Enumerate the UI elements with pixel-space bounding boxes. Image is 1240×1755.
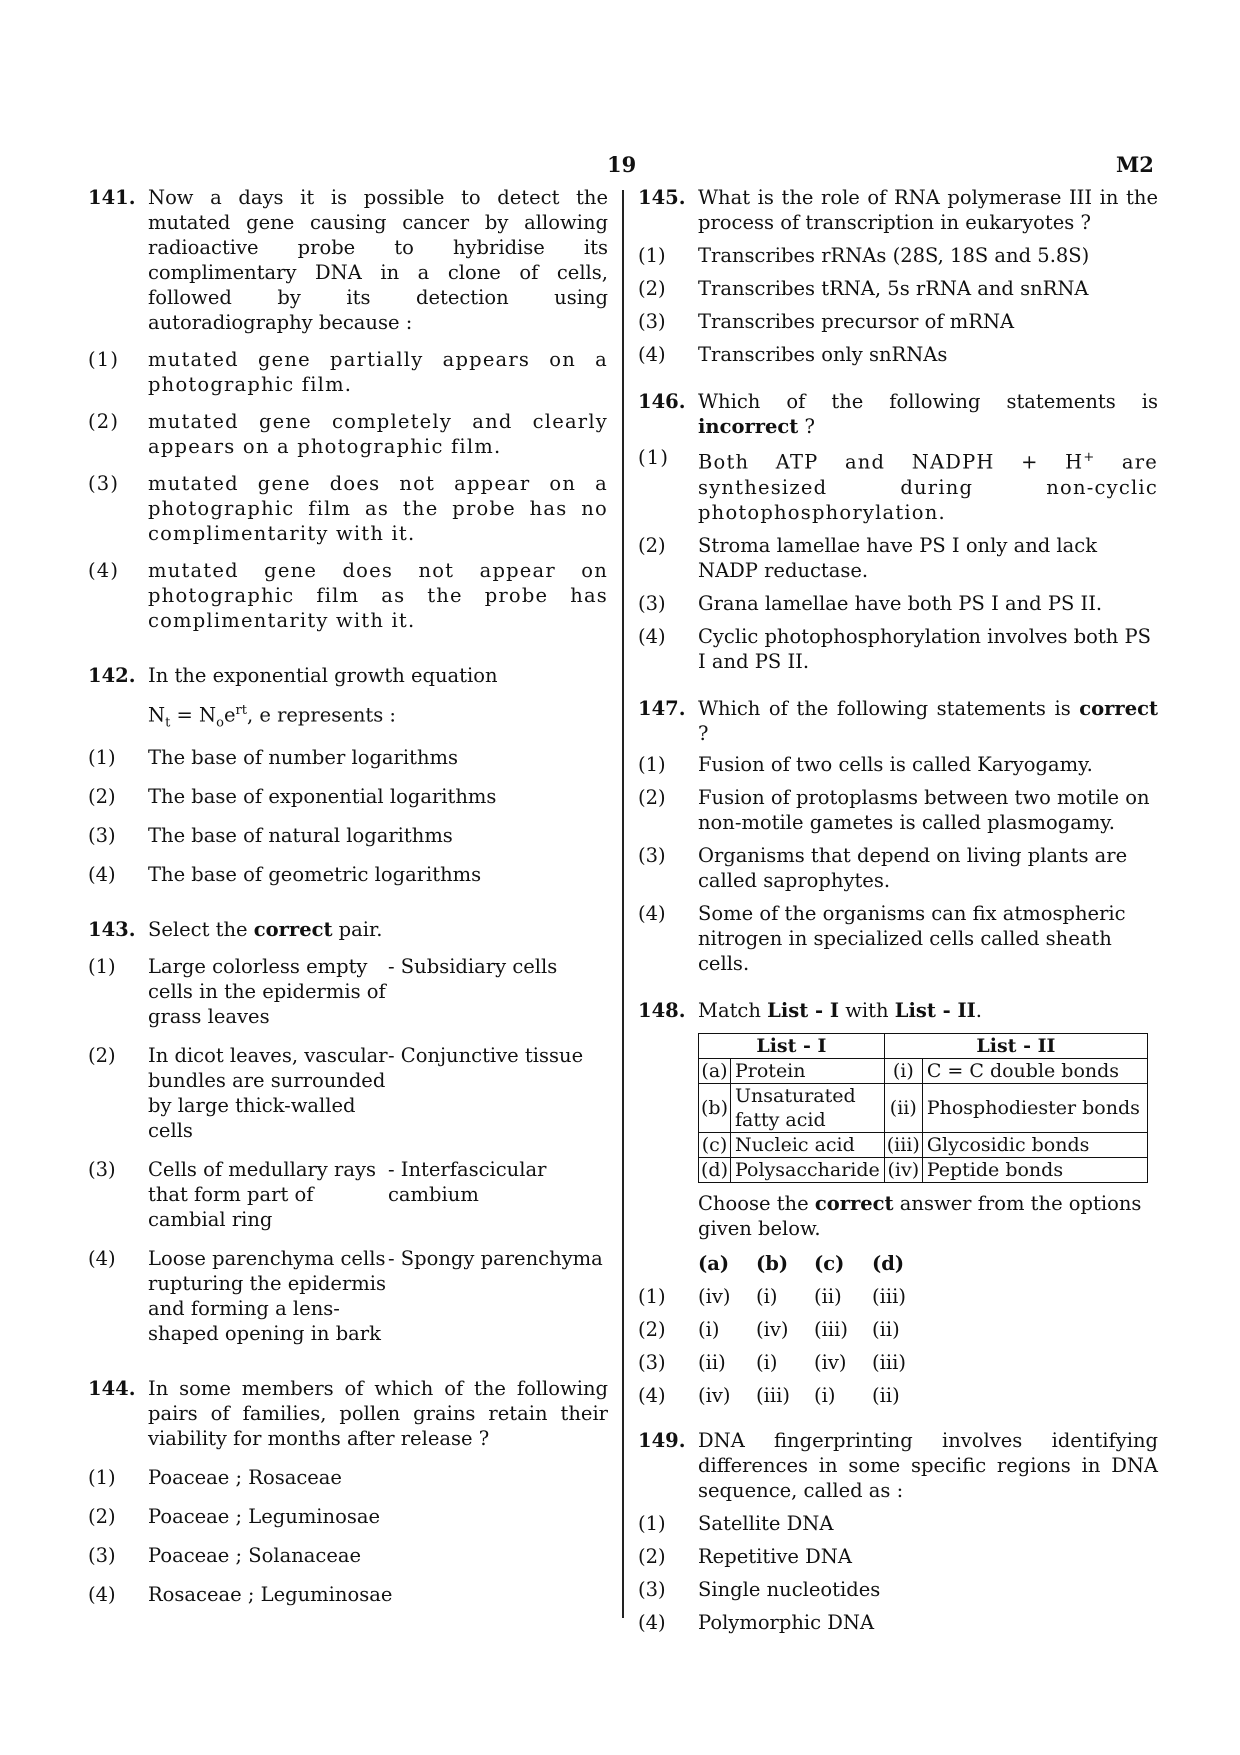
option: (3) Poaceae ; Solanaceae [88, 1544, 362, 1568]
option: (2) Transcribes tRNA, 5s rRNA and snRNA [638, 277, 1089, 300]
question-143 [88, 917, 608, 942]
answer-grid: (a) (b) (c) (d) (1) (iv) (i) (ii) (iii) (2) (i) (iv) (iii) (ii) (3) (ii) (i) (iv) (iii) (4) (iv) (iii) (i) (ii) [638, 1251, 906, 1407]
option: (3) Transcribes precursor of mRNA [638, 310, 1015, 333]
page-number: 19 [607, 152, 637, 177]
question-text: Select the correct pair. [148, 918, 383, 942]
question-number: 142. [88, 664, 136, 687]
question-146 [638, 389, 1158, 439]
option: (4) Cyclic photophosphorylation involves both PS I and PS II. [638, 624, 1151, 673]
question-number: 147. [638, 696, 686, 720]
table-header-row: List - I List - II [699, 1033, 1148, 1058]
option: (2) The base of exponential logarithms [88, 785, 497, 809]
option: (4) Rosaceae ; Leguminosae [88, 1583, 393, 1607]
option: (2) Poaceae ; Leguminosae [88, 1505, 381, 1529]
option: (4) mutated gene does not appear on photographic film as the probe has complimentarity with it. [88, 559, 608, 632]
option: (3) mutated gene does not appear on a photographic film as the probe has no complimentarity with it. [88, 472, 608, 545]
match-table [698, 1033, 1148, 1183]
option: (1) Satellite DNA [638, 1511, 834, 1535]
option: (2) Fusion of protoplasms between two motile on non-motile gametes is called plasmogamy. [638, 785, 1150, 834]
question-148 [638, 998, 1158, 1241]
option: (1) Both ATP and NADPH + H+ are synthesized during non-cyclic photophosphorylation. [638, 446, 1158, 524]
option: (1) Large colorless empty cells in the epidermis of grass leaves - Subsidiary cells [88, 955, 558, 1029]
question-141 [88, 185, 608, 335]
option: (3) Grana lamellae have both PS I and PS II. [638, 591, 1103, 615]
option: (2) mutated gene completely and clearly appears on a photographic film. [88, 410, 608, 458]
question-number: 143. [88, 918, 136, 942]
option: (3) The base of natural logarithms [88, 824, 453, 848]
question-number: 144. [88, 1377, 136, 1401]
table-row: (a) Protein (i) C = C double bonds [699, 1058, 1148, 1083]
question-142 [88, 663, 608, 735]
question-147 [638, 696, 1158, 746]
table-row: (b) Unsaturated fatty acid (ii) Phosphodiester bonds [699, 1083, 1148, 1132]
option: (1) mutated gene partially appears on a photographic film. [88, 348, 608, 396]
question-number: 148. [638, 998, 686, 1022]
question-number: 145. [638, 186, 686, 209]
question-text: What is the role of RNA polymerase III in the process of transcription in eukaryotes ? [698, 186, 1158, 234]
option: (4) Loose parenchyma cells rupturing the epidermis and forming a lens-shaped opening in bark - Spongy parenchyma [88, 1247, 603, 1346]
question-number: 149. [638, 1428, 686, 1452]
column-divider [622, 190, 624, 1618]
option: (3) Cells of medullary rays that form part of cambial ring - Interfascicular cambium [88, 1158, 547, 1232]
question-text: DNA fingerprinting involves identifying differences in some specific regions in DNA sequence, called as : [698, 1428, 1158, 1502]
table-row: (d) Polysaccharide (iv) Peptide bonds [699, 1157, 1148, 1182]
option: (1) Transcribes rRNAs (28S, 18S and 5.8S) [638, 244, 1090, 267]
option: (2) Repetitive DNA [638, 1544, 852, 1568]
option: (2) In dicot leaves, vascular bundles are surrounded by large thick-walled cells - Conjunctive tissue [88, 1044, 584, 1143]
option: (1) Fusion of two cells is called Karyogamy. [638, 752, 1093, 776]
booklet-code: M2 [1116, 152, 1154, 177]
question-number: 146. [638, 390, 686, 413]
growth-equation: $N_t = N_oe^{rt}$, e represents : [148, 703, 396, 731]
option: (3) Single nucleotides [638, 1577, 881, 1601]
option: (1) Poaceae ; Rosaceae [88, 1466, 342, 1490]
question-text: Match List - I with List - II. [698, 998, 982, 1022]
question-text: In the exponential growth equation [148, 664, 498, 687]
question-number: 141. [88, 186, 136, 209]
option: (4) Transcribes only snRNAs [638, 343, 948, 366]
option: (4) The base of geometric logarithms [88, 863, 482, 887]
option: (4) Some of the organisms can fix atmospheric nitrogen in specialized cells called sheath cells. [638, 901, 1126, 975]
question-145 [638, 185, 1158, 235]
left-column [88, 185, 608, 1607]
option: (2) Stroma lamellae have PS I only and lack NADP reductase. [638, 533, 1098, 582]
right-column [638, 185, 1158, 1635]
choose-instruction: Choose the correct answer from the options given below. [698, 1191, 1142, 1240]
question-text: In some members of which of the following pairs of families, pollen grains retain their viability for months after release ? [148, 1377, 608, 1451]
option: (1) The base of number logarithms [88, 746, 459, 770]
option: (4) Polymorphic DNA [638, 1610, 875, 1634]
option: (3) Organisms that depend on living plants are called saprophytes. [638, 843, 1128, 892]
table-row: (c) Nucleic acid (iii) Glycosidic bonds [699, 1132, 1148, 1157]
question-text: Which of the following statements is correct ? [698, 696, 1158, 745]
question-text: Which of the following statements is incorrect ? [698, 390, 1158, 438]
question-149 [638, 1428, 1158, 1503]
question-text: Now a days it is possible to detect the mutated gene causing cancer by allowing radioactive probe to hybridise its complimentary DNA in a clone of cells, followed by its detection using autoradiography because : [148, 186, 608, 334]
question-144 [88, 1376, 608, 1451]
